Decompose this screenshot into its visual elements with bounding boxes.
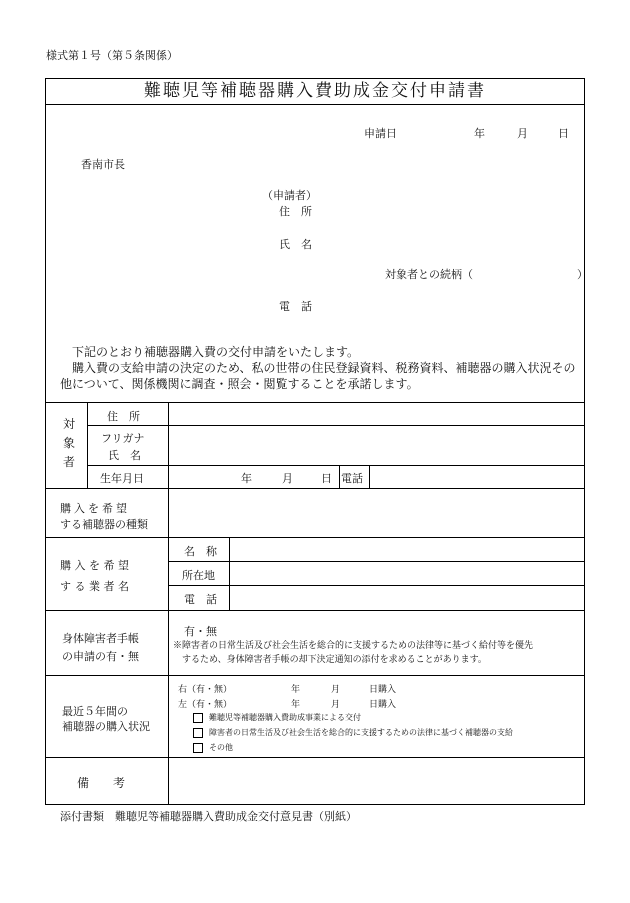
- right-ear-choice[interactable]: 右（有・無）: [178, 685, 233, 695]
- application-date-day[interactable]: 日: [558, 127, 569, 140]
- purchase-option-label: その他: [209, 743, 233, 752]
- vendor-row-divider: [168, 561, 585, 562]
- disability-book-label: 身体障害者手帳: [62, 632, 139, 645]
- application-date-year[interactable]: 年: [474, 127, 485, 140]
- attachment-note: 添付書類 難聴児等補聴器購入費助成金交付意見書（別紙）: [60, 810, 357, 823]
- form-title: 難聴児等補聴器購入費助成金交付申請書: [144, 81, 486, 101]
- left-ear-month[interactable]: 月: [331, 700, 341, 710]
- remarks-label: 備 考: [77, 776, 126, 790]
- label-column-divider: [168, 402, 169, 805]
- disability-book-note: ※障害者の日常生活及び社会生活を総合的に支援するための法律等に基づく給付等を優先: [173, 641, 534, 651]
- application-date-month[interactable]: 月: [517, 127, 528, 140]
- purchase-option[interactable]: [193, 742, 233, 753]
- purchase-history-label-2: 補聴器の購入状況: [62, 720, 150, 733]
- subject-label: 対象者: [62, 417, 75, 469]
- subject-furigana-label: フリガナ: [101, 432, 145, 445]
- left-ear-day[interactable]: 日購入: [369, 700, 397, 710]
- disability-book-label-2: の申請の有・無: [62, 650, 139, 663]
- left-ear-choice[interactable]: 左（有・無）: [178, 700, 233, 710]
- vendor-name-label: 名 称: [184, 545, 217, 558]
- right-ear-day[interactable]: 日購入: [369, 685, 397, 695]
- row-divider: [45, 675, 585, 676]
- title-divider: [45, 104, 585, 105]
- subject-phone-label: 電話: [341, 472, 363, 485]
- subject-top-border: [45, 402, 585, 403]
- subject-address-label: 住 所: [107, 410, 140, 423]
- consent-text: 購入費の支給申請の決定のため、私の世帯の住民登録資料、税務資料、補聴器の購入状況その他について、関係機関に調査・照会・閲覧することを承諾します。: [60, 361, 576, 391]
- birth-day[interactable]: 日: [321, 472, 332, 485]
- vendor-label: 購 入 を 希 望: [60, 559, 129, 572]
- disability-book-note-2: するため、身体障害者手帳の却下決定通知の添付を求めることがあります。: [173, 655, 487, 665]
- applicant-address-label[interactable]: 住 所: [279, 205, 312, 218]
- relationship-label[interactable]: 対象者との続柄（: [385, 268, 473, 281]
- purchase-option-label: 障害者の日常生活及び社会生活を総合的に支援するための法律に基づく補聴器の支給: [209, 728, 513, 737]
- vendor-label-2: す る 業 者 名: [60, 580, 129, 593]
- left-ear-year[interactable]: 年: [291, 700, 301, 710]
- birth-month[interactable]: 月: [282, 472, 293, 485]
- row-divider: [45, 757, 585, 758]
- subject-birthdate-label: 生年月日: [100, 472, 144, 485]
- purchase-option[interactable]: [193, 727, 513, 738]
- phone-divider: [339, 465, 340, 488]
- relationship-close: ）: [577, 268, 588, 281]
- vendor-phone-label: 電 話: [184, 593, 217, 606]
- disability-book-choice[interactable]: 有・無: [184, 625, 217, 638]
- vendor-divider: [229, 537, 230, 610]
- row-divider: [45, 537, 585, 538]
- subject-name-label: 氏 名: [108, 449, 141, 462]
- checkbox-icon[interactable]: [193, 743, 203, 753]
- addressee: 香南市長: [81, 158, 125, 171]
- purchase-option-label: 難聴児等補聴器購入費助成事業による交付: [209, 713, 361, 722]
- application-date-label: 申請日: [364, 127, 397, 140]
- form-number: 様式第１号（第５条関係）: [46, 49, 178, 62]
- checkbox-icon[interactable]: [193, 713, 203, 723]
- device-type-label: 購入を希望: [60, 502, 130, 515]
- vendor-row-divider: [168, 585, 585, 586]
- subject-row-divider: [87, 425, 585, 426]
- applicant-heading: （申請者）: [262, 189, 317, 202]
- subject-row-divider: [87, 465, 585, 466]
- right-ear-month[interactable]: 月: [331, 685, 341, 695]
- purchase-option[interactable]: [193, 712, 361, 723]
- right-ear-year[interactable]: 年: [291, 685, 301, 695]
- subject-divider: [87, 402, 88, 488]
- applicant-name-label[interactable]: 氏 名: [279, 238, 312, 251]
- applicant-phone-label[interactable]: 電 話: [279, 300, 312, 313]
- vendor-location-label: 所在地: [182, 569, 215, 582]
- checkbox-icon[interactable]: [193, 728, 203, 738]
- birth-year[interactable]: 年: [241, 472, 252, 485]
- phone-divider: [369, 465, 370, 488]
- row-divider: [45, 488, 585, 489]
- device-type-label-2: する補聴器の種類: [60, 518, 148, 531]
- row-divider: [45, 610, 585, 611]
- request-text: 下記のとおり補聴器購入費の交付申請をいたします。: [60, 345, 360, 359]
- purchase-history-label: 最近５年間の: [62, 705, 128, 718]
